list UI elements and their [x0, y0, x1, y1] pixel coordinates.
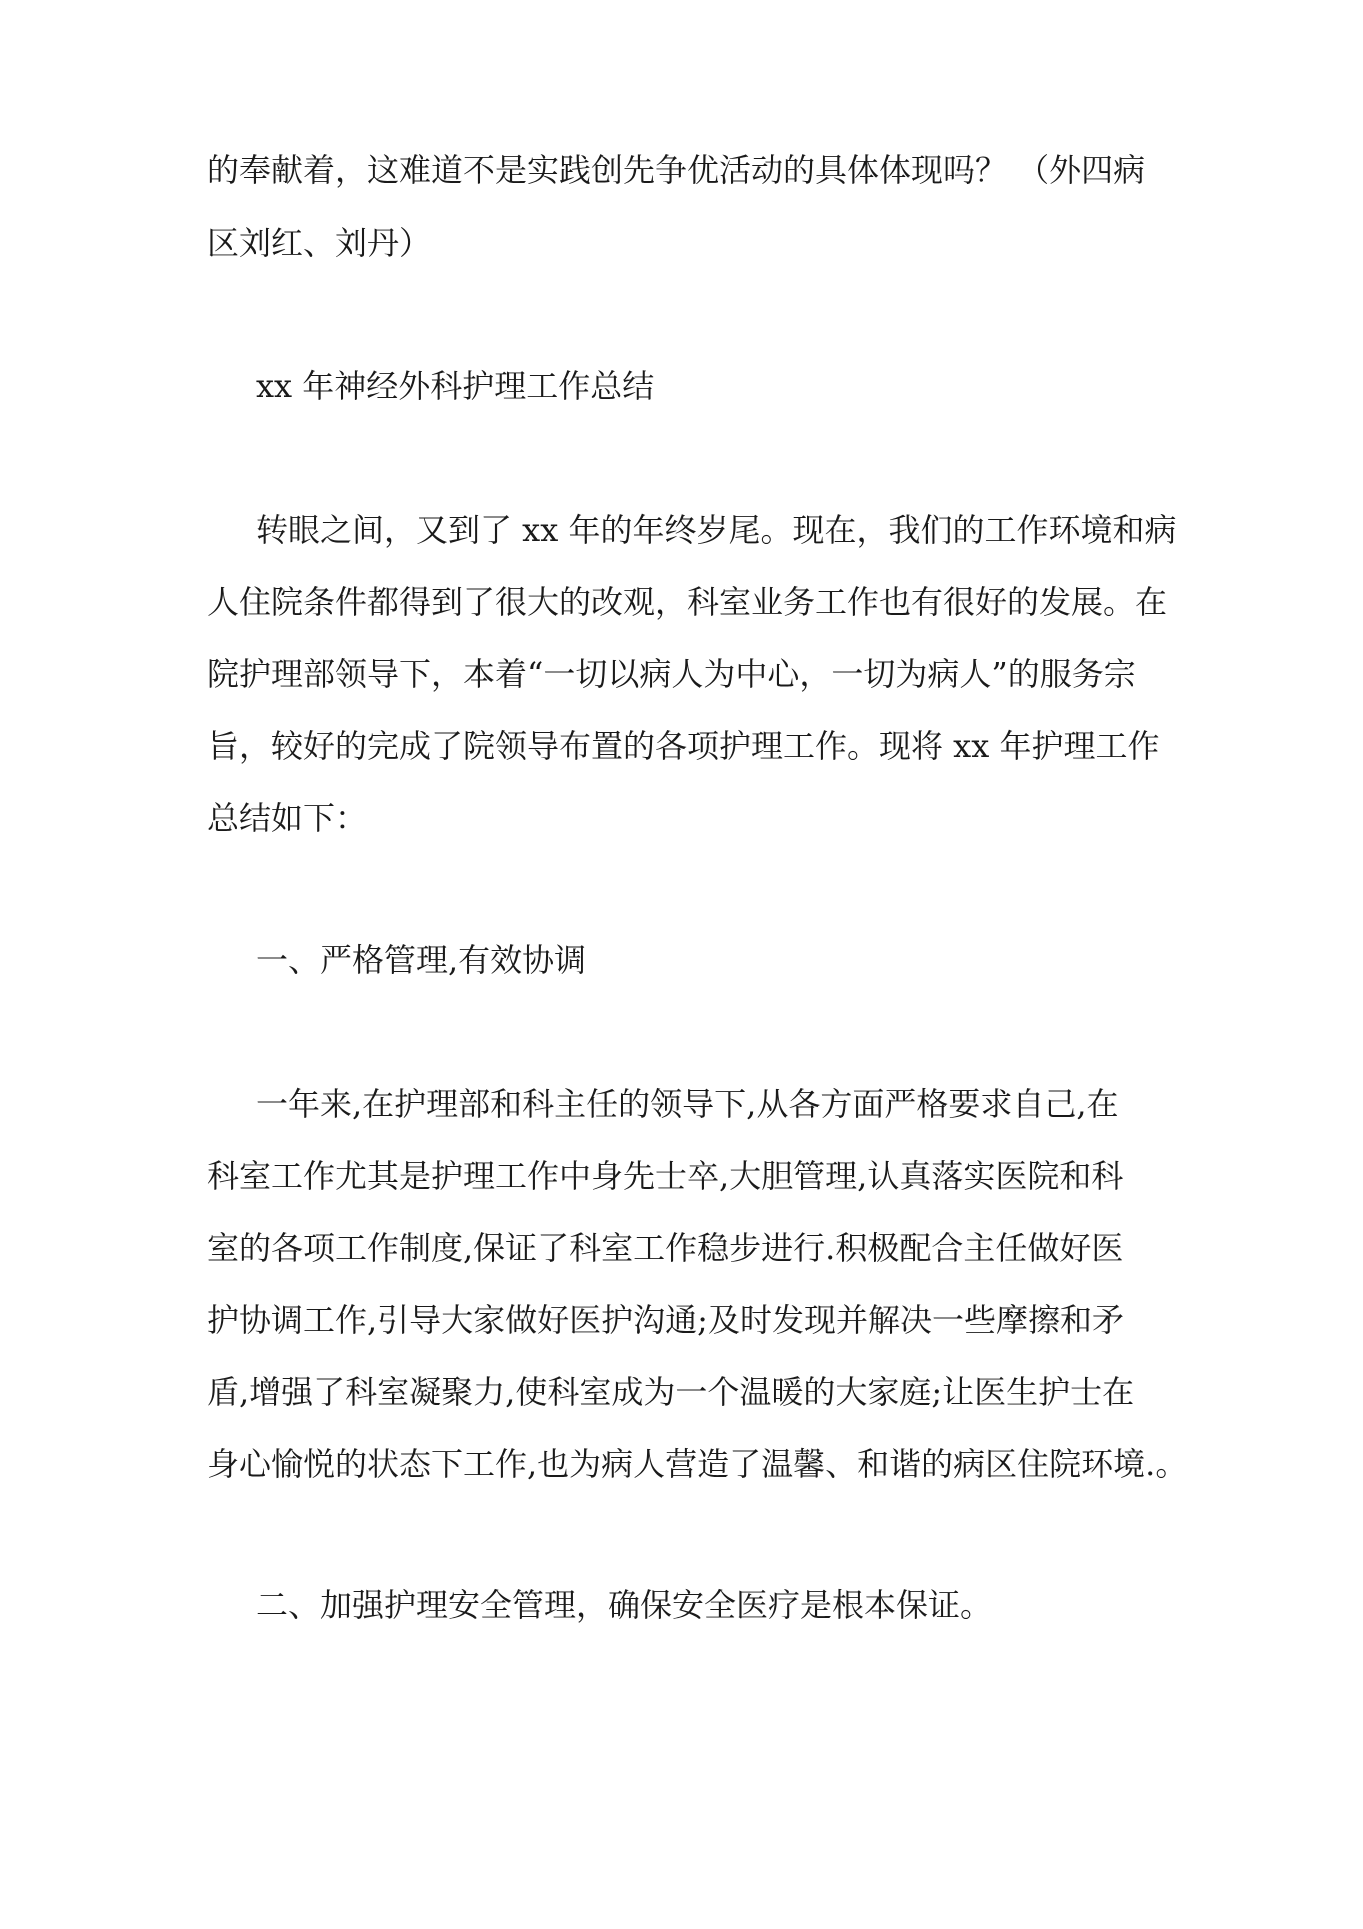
text-line: 旨，较好的完成了院领导布置的各项护理工作。现将 xx 年护理工作: [207, 727, 1160, 765]
text-line: 的奉献着，这难道不是实践创先争优活动的具体体现吗？ （外四病: [207, 151, 1146, 189]
text-line: 人住院条件都得到了很大的改观，科室业务工作也有很好的发展。在: [207, 583, 1168, 621]
text-line: 盾,增强了科室凝聚力,使科室成为一个温暖的大家庭;让医生护士在: [207, 1373, 1135, 1411]
section-heading: 二、加强护理安全管理，确保安全医疗是根本保证。: [256, 1586, 993, 1624]
text-line: 院护理部领导下，本着“一切以病人为中心，一切为病人”的服务宗: [207, 655, 1136, 693]
text-line: 转眼之间，又到了 xx 年的年终岁尾。现在，我们的工作环境和病: [256, 511, 1177, 549]
text-line: 一年来,在护理部和科主任的领导下,从各方面严格要求自己,在: [256, 1085, 1119, 1123]
section-title: xx 年神经外科护理工作总结: [256, 367, 655, 405]
text-line: 室的各项工作制度,保证了科室工作稳步进行.积极配合主任做好医: [207, 1229, 1124, 1267]
text-line: 身心愉悦的状态下工作,也为病人营造了温馨、和谐的病区住院环境.。: [207, 1445, 1188, 1483]
text-line: 护协调工作,引导大家做好医护沟通;及时发现并解决一些摩擦和矛: [207, 1301, 1124, 1339]
text-line: 总结如下：: [207, 799, 368, 837]
section-heading: 一、严格管理,有效协调: [256, 941, 587, 979]
text-line: 科室工作尤其是护理工作中身先士卒,大胆管理,认真落实医院和科: [207, 1157, 1124, 1195]
text-line: 区刘红、刘丹）: [207, 224, 432, 262]
